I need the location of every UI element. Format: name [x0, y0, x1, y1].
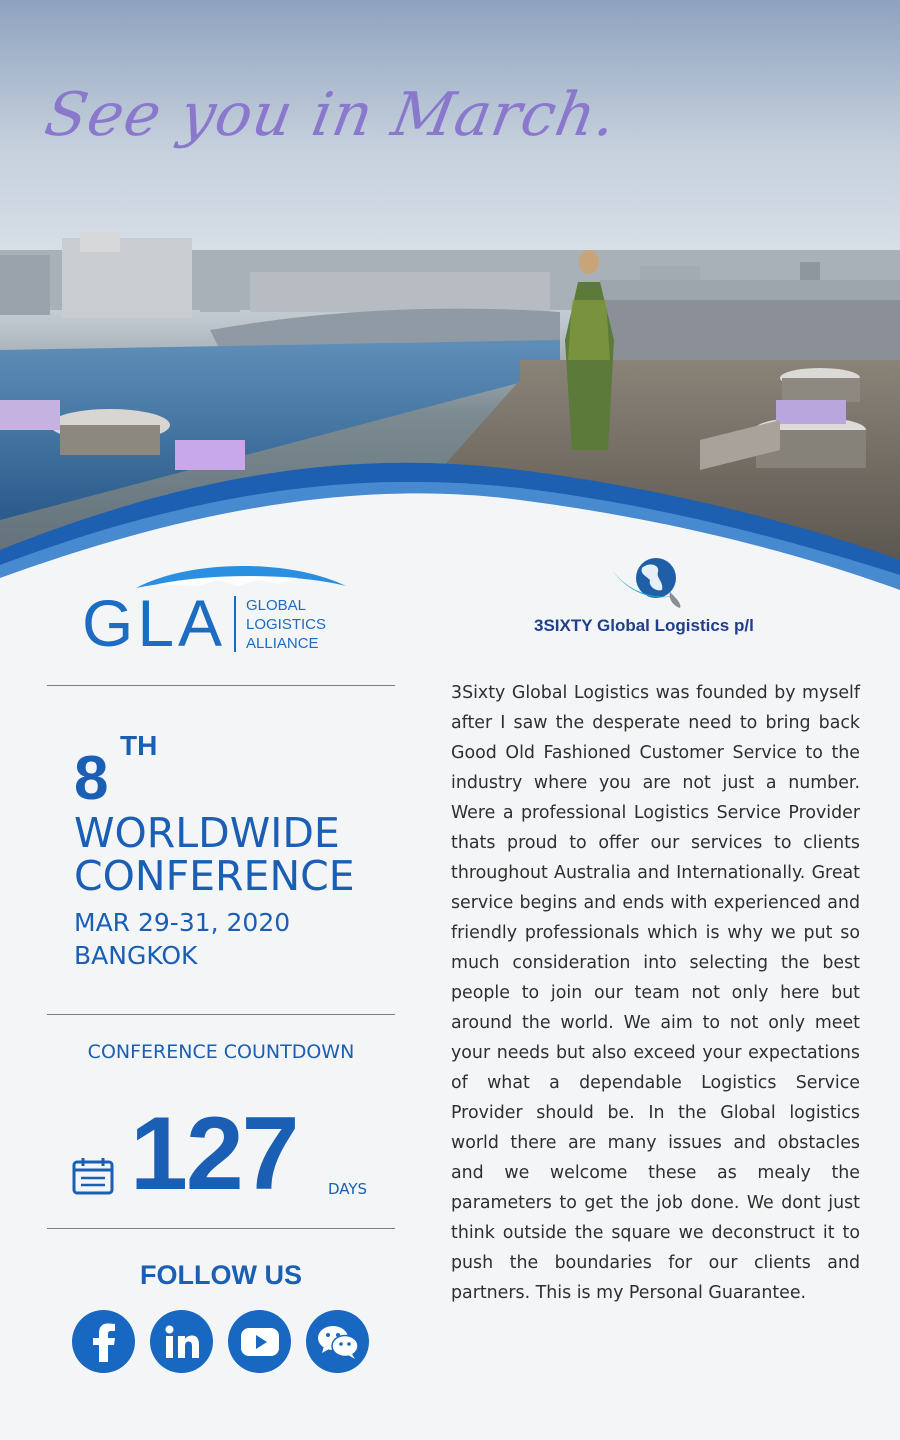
facebook-icon — [87, 1322, 121, 1362]
hero-headline: See you in March. — [39, 80, 623, 150]
gla-wordmark — [246, 596, 326, 653]
gla-divider — [234, 596, 236, 652]
countdown-unit: DAYS — [328, 1180, 368, 1198]
conference-title-line2: CONFERENCE — [74, 852, 355, 900]
conference-details — [74, 906, 290, 972]
follow-us-heading: FOLLOW US — [140, 1260, 302, 1290]
countdown-label: CONFERENCE COUNTDOWN — [87, 1041, 355, 1063]
gla-wordmark-line1: GLOBAL — [246, 597, 307, 614]
linkedin-icon — [164, 1325, 200, 1359]
hero-photo — [0, 0, 900, 590]
gla-letters: GLA — [82, 586, 227, 660]
divider-middle — [47, 1014, 395, 1015]
linkedin-button[interactable] — [150, 1310, 213, 1373]
company-description: 3Sixty Global Logistics was founded by myself after I saw the desperate need to bring back Good Old Fashioned Customer Service to the industry where you are not just a number. Were a professional Logistics Service Provider thats proud to offer our services to clients throughout Australia and Internationally. Great service begins and ends with experienced and friendly professionals which is why we put so much consideration into selecting the best people to join our team not only here but around the world. We aim to not only meet your needs but also exceed your expectations of what a dependable Logistics Service Provider should be. In the Global logistics world there are many issues and obstacles and we welcome these as mealy the parameters to get the job done. We dont just think outside the square we deconstruct it to push the boundaries for our clients and partners. This is my Personal Guarantee. — [451, 683, 860, 1303]
conference-ordinal-suffix: TH — [120, 730, 158, 761]
facebook-button[interactable] — [72, 1310, 135, 1373]
conference-title-line1: WORLDWIDE — [74, 809, 340, 857]
divider-top — [47, 685, 395, 686]
youtube-icon — [240, 1327, 280, 1357]
divider-bottom — [47, 1228, 395, 1229]
company-logo — [520, 552, 800, 652]
conference-ordinal: 8 — [74, 744, 109, 813]
social-links — [72, 1310, 369, 1373]
wechat-icon — [317, 1324, 359, 1360]
conference-title — [74, 809, 355, 900]
calendar-icon — [72, 1157, 114, 1199]
company-logo-text: 3SIXTY Global Logistics p/l — [534, 616, 754, 635]
conference-city: BANGKOK — [74, 941, 198, 970]
gla-logo — [78, 562, 368, 662]
youtube-button[interactable] — [228, 1310, 291, 1373]
globe-swoosh-icon — [608, 552, 698, 612]
wechat-button[interactable] — [306, 1310, 369, 1373]
gla-wordmark-line2: LOGISTICS — [246, 616, 327, 633]
conference-dates: MAR 29-31, 2020 — [74, 908, 291, 937]
countdown-value: 127 — [130, 1096, 298, 1212]
gla-wordmark-line3: ALLIANCE — [246, 635, 319, 652]
